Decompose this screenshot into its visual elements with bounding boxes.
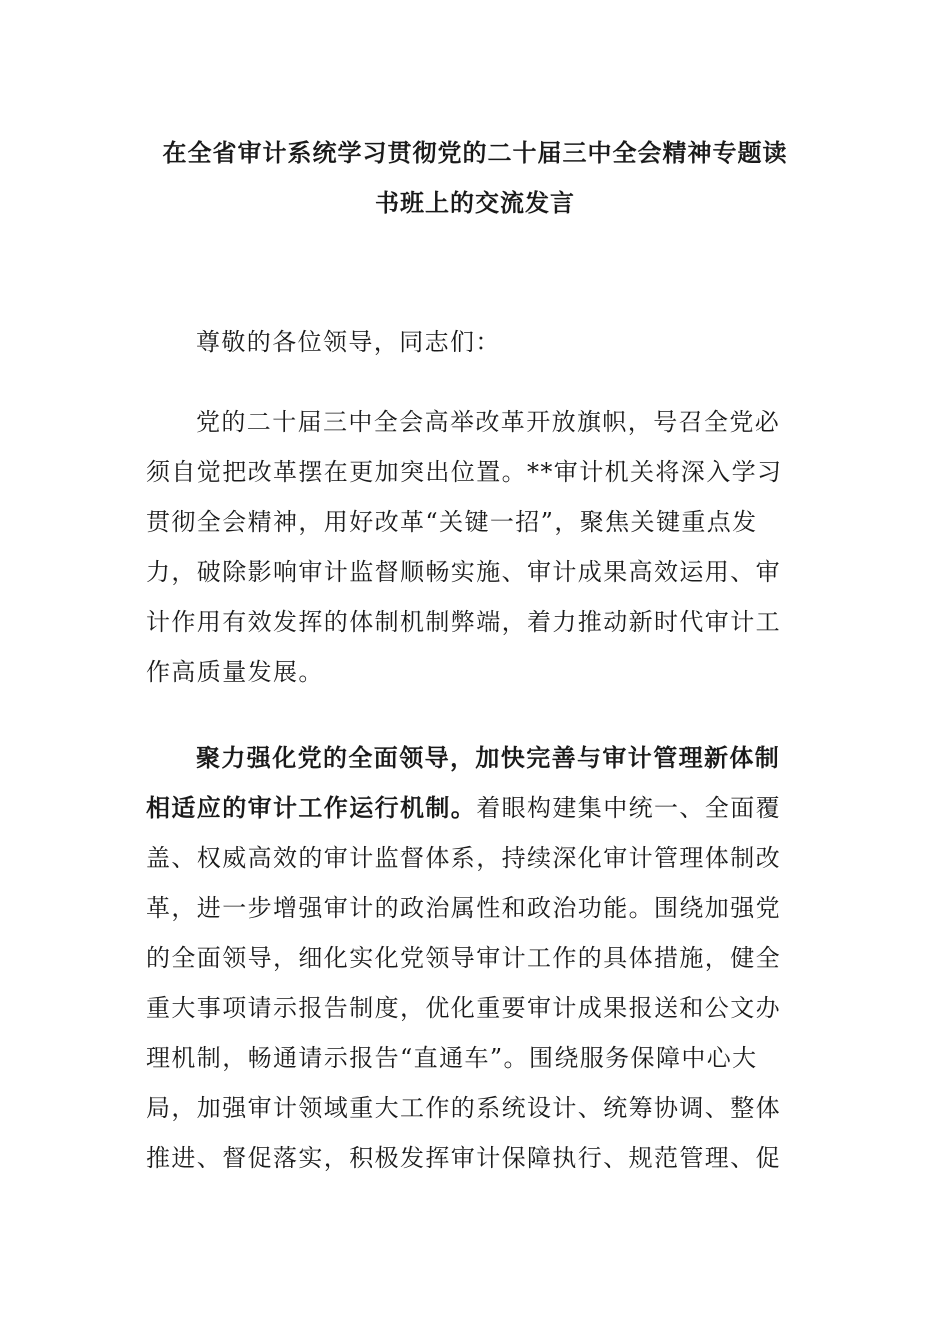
section-heading-end: 相适应的审计工作运行机制。 <box>146 794 477 822</box>
paragraph-leadership <box>146 733 786 1183</box>
paragraph-line <box>146 783 786 833</box>
paragraph-intro <box>146 397 786 697</box>
paragraph-line: 力，破除影响审计监督顺畅实施、审计成果高效运用、审 <box>146 558 781 586</box>
paragraph-line: 理机制，畅通请示报告“直通车”。围绕服务保障中心大 <box>146 1044 758 1072</box>
paragraph-line: 贯彻全会精神，用好改革“关键一招”，聚焦关键重点发 <box>146 508 758 536</box>
section-heading-line: 聚力强化党的全面领导，加快完善与审计管理新体制 <box>196 744 781 772</box>
paragraph-line: 作高质量发展。 <box>146 658 324 686</box>
title-line-2: 书班上的交流发言 <box>375 189 575 217</box>
paragraph-line: 计作用有效发挥的体制机制弊端，着力推动新时代审计工 <box>146 608 781 636</box>
paragraph-line-rest: 着眼构建集中统一、全面覆 <box>476 794 782 822</box>
salutation-text: 尊敬的各位领导，同志们： <box>196 328 501 356</box>
paragraph-line: 盖、权威高效的审计监督体系，持续深化审计管理体制改 <box>146 844 781 872</box>
title-line-1: 在全省审计系统学习贯彻党的二十届三中全会精神专题读 <box>162 139 788 167</box>
paragraph-line: 革，进一步增强审计的政治属性和政治功能。围绕加强党 <box>146 894 781 922</box>
paragraph-line: 局，加强审计领域重大工作的系统设计、统筹协调、整体 <box>146 1094 781 1122</box>
paragraph-line: 推进、督促落实，积极发挥审计保障执行、规范管理、促 <box>146 1144 781 1172</box>
paragraph-line: 重大事项请示报告制度，优化重要审计成果报送和公文办 <box>146 994 781 1022</box>
paragraph-line: 须自觉把改革摆在更加突出位置。**审计机关将深入学习 <box>146 458 783 486</box>
paragraph-line: 的全面领导，细化实化党领导审计工作的具体措施，健全 <box>146 944 781 972</box>
paragraph-line: 党的二十届三中全会高举改革开放旗帜，号召全党必 <box>196 408 781 436</box>
salutation <box>146 317 786 367</box>
document-title <box>150 128 800 228</box>
